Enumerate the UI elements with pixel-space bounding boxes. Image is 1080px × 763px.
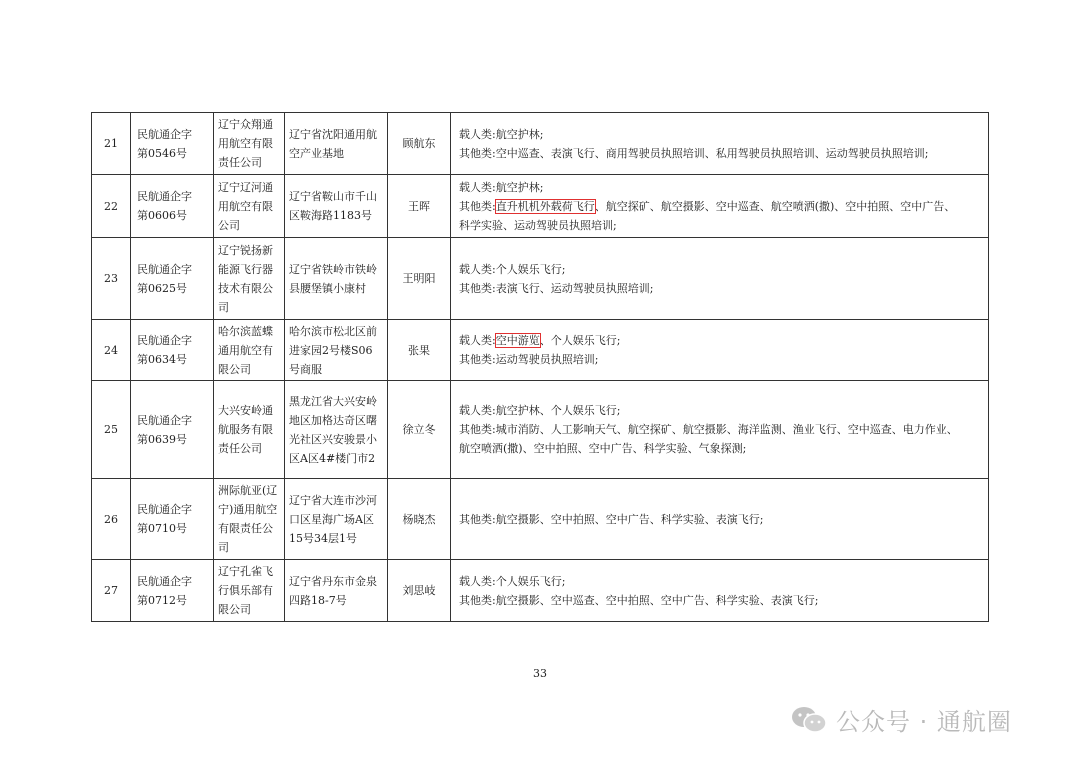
watermark-text: 公众号 · 通航圈	[836, 708, 1012, 736]
certificate-line: 民航通企字	[137, 574, 192, 588]
scope-line	[459, 216, 982, 235]
scope-line	[459, 572, 982, 591]
address-cell: 辽宁省丹东市金泉四路18-7号	[285, 560, 388, 622]
row-number-cell: 23	[92, 238, 131, 320]
scope-text: 载人类:航空护林;	[459, 127, 544, 141]
business-scope-cell	[451, 560, 989, 622]
scope-line	[459, 144, 982, 163]
scope-line	[459, 260, 982, 279]
row-number-cell: 22	[92, 175, 131, 238]
certificate-cell	[131, 113, 214, 175]
scope-text: 载人类:个人娱乐飞行;	[459, 574, 566, 588]
scope-line	[459, 510, 982, 529]
row-number-cell: 27	[92, 560, 131, 622]
scope-text: 其他类:	[459, 199, 496, 213]
scope-line	[459, 439, 982, 458]
table-row	[92, 560, 989, 622]
row-number-cell: 25	[92, 381, 131, 479]
legal-person-cell: 王晖	[388, 175, 451, 238]
business-scope-cell	[451, 175, 989, 238]
scope-text: 其他类:空中巡查、表演飞行、商用驾驶员执照培训、私用驾驶员执照培训、运动驾驶员执照培训;	[459, 146, 929, 160]
certificate-cell	[131, 175, 214, 238]
highlighted-scope-item: 直升机机外载荷飞行	[495, 199, 595, 213]
table-row	[92, 320, 989, 381]
scope-line	[459, 197, 982, 216]
scope-line	[459, 350, 982, 369]
enterprise-table	[91, 112, 989, 622]
scope-text: 其他类:航空摄影、空中巡查、空中拍照、空中广告、科学实验、表演飞行;	[459, 593, 819, 607]
scope-text: 科学实验、运动驾驶员执照培训;	[459, 218, 617, 232]
certificate-line: 第0712号	[137, 593, 187, 607]
table-row	[92, 479, 989, 560]
certificate-line: 民航通企字	[137, 190, 192, 203]
scope-text: 载人类:航空护林;	[459, 180, 544, 194]
address-cell: 辽宁省沈阳通用航空产业基地	[285, 113, 388, 175]
address-cell: 辽宁省铁岭市铁岭县腰堡镇小康村	[285, 238, 388, 320]
certificate-line: 第0634号	[137, 353, 187, 366]
business-scope-cell	[451, 479, 989, 560]
company-cell: 辽宁孔雀飞行俱乐部有限公司	[214, 560, 285, 622]
legal-person-cell: 刘思岐	[388, 560, 451, 622]
business-scope-cell	[451, 320, 989, 381]
page-number: 33	[533, 667, 547, 680]
table-row	[92, 381, 989, 479]
scope-line	[459, 591, 982, 610]
certificate-line: 第0625号	[137, 281, 187, 295]
table-row	[92, 175, 989, 238]
company-cell: 辽宁辽河通用航空有限公司	[214, 175, 285, 238]
scope-text: 其他类:城市消防、人工影响天气、航空探矿、航空摄影、海洋监测、渔业飞行、空中巡查、电力作业、	[459, 423, 958, 436]
legal-person-cell: 杨晓杰	[388, 479, 451, 560]
certificate-line: 民航通企字	[137, 262, 192, 276]
scope-text: 载人类:航空护林、个人娱乐飞行;	[459, 404, 621, 417]
scope-text: 其他类:运动驾驶员执照培训;	[459, 353, 599, 366]
scope-line	[459, 420, 982, 439]
certificate-cell	[131, 479, 214, 560]
business-scope-cell	[451, 381, 989, 479]
certificate-cell	[131, 381, 214, 479]
legal-person-cell: 王明阳	[388, 238, 451, 320]
row-number-cell: 26	[92, 479, 131, 560]
company-cell: 辽宁众翔通用航空有限责任公司	[214, 113, 285, 175]
row-number-cell: 21	[92, 113, 131, 175]
scope-text: 其他类:航空摄影、空中拍照、空中广告、科学实验、表演飞行;	[459, 512, 764, 526]
scope-text: 载人类:个人娱乐飞行;	[459, 262, 566, 276]
scope-line	[459, 279, 982, 298]
certificate-cell	[131, 320, 214, 381]
scope-text: 载人类:	[459, 334, 496, 347]
address-cell: 哈尔滨市松北区前进家园2号楼S06号商服	[285, 320, 388, 381]
certificate-line: 第0639号	[137, 432, 187, 446]
table-body	[92, 113, 989, 622]
address-cell: 辽宁省大连市沙河口区星海广场A区15号34层1号	[285, 479, 388, 560]
certificate-line: 民航通企字	[137, 127, 192, 141]
certificate-line: 民航通企字	[137, 334, 192, 347]
scope-text: 航空喷洒(撒)、空中拍照、空中广告、科学实验、气象探测;	[459, 442, 747, 455]
legal-person-cell: 顾航东	[388, 113, 451, 175]
scope-text: 、个人娱乐飞行;	[539, 334, 621, 347]
scope-line	[459, 178, 982, 197]
certificate-cell	[131, 560, 214, 622]
certificate-line: 民航通企字	[137, 503, 192, 516]
certificate-line: 第0606号	[137, 209, 187, 222]
address-cell: 黑龙江省大兴安岭地区加格达奇区曙光社区兴安骏景小区A区4#楼门市2	[285, 381, 388, 479]
watermark	[790, 702, 1012, 737]
scope-line	[459, 331, 982, 350]
company-cell: 洲际航亚(辽宁)通用航空有限责任公司	[214, 479, 285, 560]
table-row	[92, 238, 989, 320]
certificate-line: 第0546号	[137, 146, 187, 160]
legal-person-cell: 张果	[388, 320, 451, 381]
scope-line	[459, 125, 982, 144]
row-number-cell: 24	[92, 320, 131, 381]
company-cell: 辽宁锐扬新能源飞行器技术有限公司	[214, 238, 285, 320]
scope-line	[459, 401, 982, 420]
certificate-line: 第0710号	[137, 522, 187, 535]
company-cell: 大兴安岭通航服务有限责任公司	[214, 381, 285, 479]
address-cell: 辽宁省鞍山市千山区鞍海路1183号	[285, 175, 388, 238]
highlighted-scope-item: 空中游览	[495, 334, 540, 347]
legal-person-cell: 徐立冬	[388, 381, 451, 479]
certificate-line: 民航通企字	[137, 413, 192, 427]
scope-text: 其他类:表演飞行、运动驾驶员执照培训;	[459, 281, 654, 295]
certificate-cell	[131, 238, 214, 320]
scope-text: 、航空探矿、航空摄影、空中巡查、航空喷洒(撒)、空中拍照、空中广告、	[594, 199, 956, 213]
business-scope-cell	[451, 238, 989, 320]
business-scope-cell	[451, 113, 989, 175]
company-cell: 哈尔滨蓝蝶通用航空有限公司	[214, 320, 285, 381]
table-row	[92, 113, 989, 175]
wechat-icon	[790, 705, 828, 735]
